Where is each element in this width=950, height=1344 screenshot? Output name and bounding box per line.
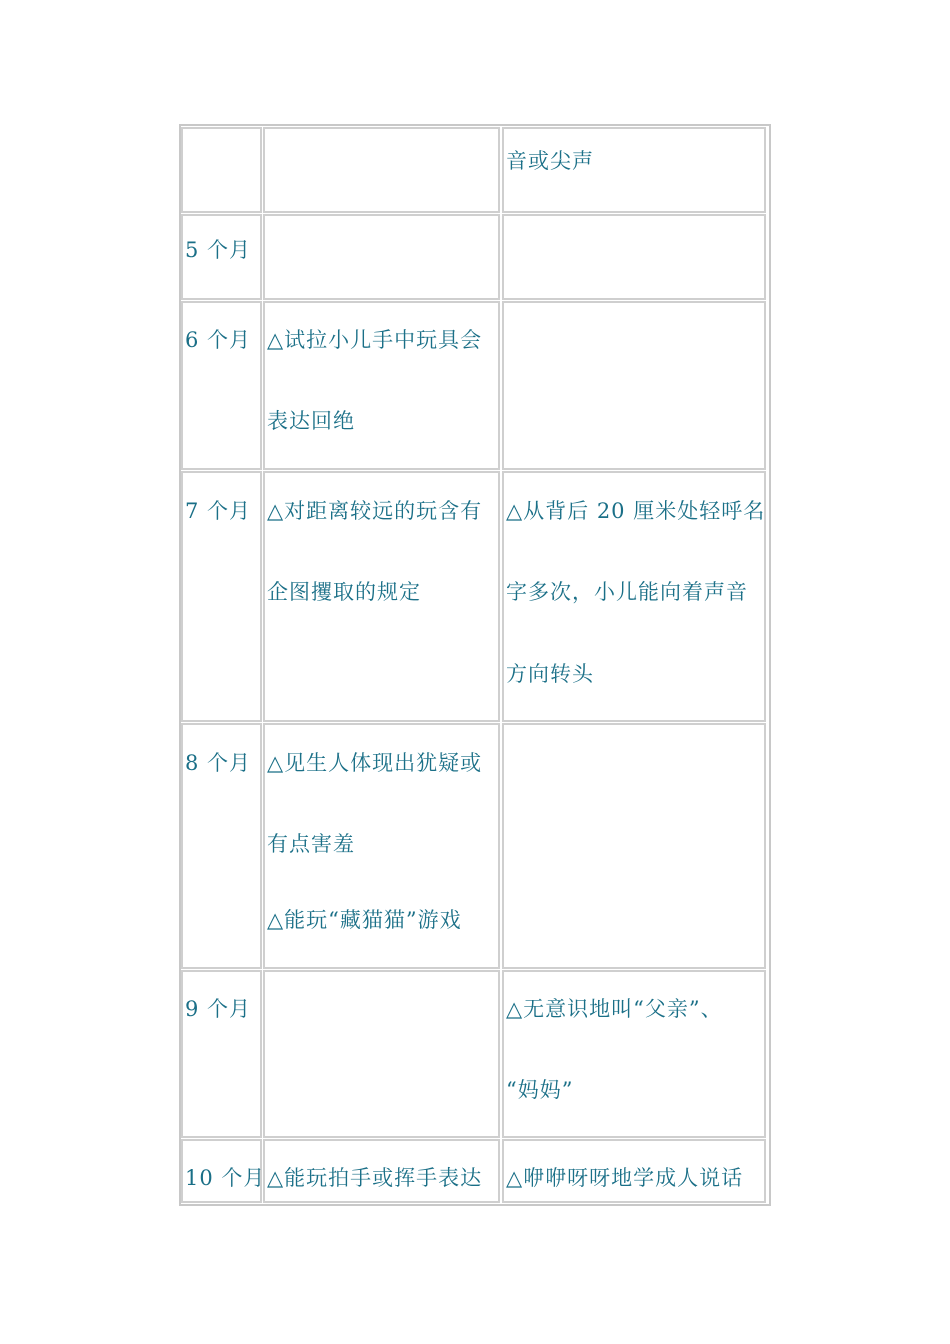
age-label: 8 个月 — [185, 751, 252, 775]
social-line: △对距离较远的玩含有 — [267, 499, 483, 523]
age-cell-row-4 — [181, 723, 262, 969]
language-cell-row-5 — [502, 970, 766, 1138]
language-line: 音或尖声 — [506, 149, 594, 173]
social-cell-row-4 — [263, 723, 500, 969]
language-cell-row-0 — [502, 127, 766, 213]
language-line: 方向转头 — [506, 662, 594, 686]
age-cell-row-3 — [181, 471, 262, 722]
language-cell-row-6 — [502, 1139, 766, 1203]
social-cell-row-1 — [263, 214, 500, 300]
language-line: △咿咿呀呀地学成人说话 — [506, 1166, 744, 1190]
social-cell-row-5 — [263, 970, 500, 1138]
social-cell-row-3 — [263, 471, 500, 722]
age-label: 6 个月 — [185, 328, 252, 352]
social-line: △能玩拍手或挥手表达 — [267, 1166, 483, 1190]
language-cell-row-1 — [502, 214, 766, 300]
language-cell-row-4 — [502, 723, 766, 969]
language-line: △从背后 20 厘米处轻呼名 — [506, 499, 766, 523]
social-cell-row-2 — [263, 301, 500, 470]
age-cell-row-6 — [181, 1139, 266, 1203]
social-cell-row-6 — [263, 1139, 500, 1203]
social-line: △能玩“藏猫猫”游戏 — [267, 908, 462, 932]
language-line: 字多次，小儿能向着声音 — [506, 580, 748, 604]
age-cell-row-1 — [181, 214, 262, 300]
social-line: △试拉小儿手中玩具会 — [267, 328, 483, 352]
age-label: 7 个月 — [185, 499, 252, 523]
age-cell-row-2 — [181, 301, 262, 470]
language-line: “妈妈” — [506, 1078, 574, 1102]
age-cell-row-5 — [181, 970, 262, 1138]
age-cell-row-0 — [181, 127, 262, 213]
age-label: 10 个月 — [185, 1166, 266, 1190]
age-label: 9 个月 — [185, 997, 252, 1021]
social-cell-row-0 — [263, 127, 500, 213]
language-cell-row-3 — [502, 471, 766, 722]
social-line: 企图攫取的规定 — [267, 580, 421, 604]
age-label: 5 个月 — [185, 238, 252, 262]
social-line: 表达回绝 — [267, 409, 355, 433]
social-line: △见生人体现出犹疑或 — [267, 751, 483, 775]
language-cell-row-2 — [502, 301, 766, 470]
social-line: 有点害羞 — [267, 832, 355, 856]
language-line: △无意识地叫“父亲”、 — [506, 997, 723, 1021]
